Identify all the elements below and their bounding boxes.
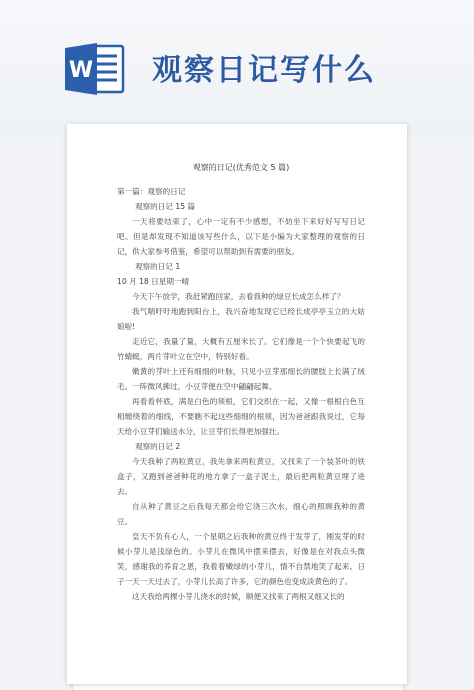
header-banner (0, 0, 474, 135)
document-paragraph: 走近它，我量了量，大概有五厘米长了。它们像是一个个快要起飞的竹蜻蜓，两片芽叶立在空中，特别好看。 (117, 337, 365, 361)
document-paragraph: 皇天不负有心人，一个星期之后我种的黄豆终于发芽了，刚发芽的时候小芽儿是浅绿色的。小芽儿在微风中摆来摆去，好像是在对我点头微笑，感谢我的养育之恩，我看着嫩绿的小芽儿，情不自禁地笑了起来。日子一天一天过去了，小芽儿长高了许多，它的颜色也变成淡黄色的了。 (117, 532, 365, 586)
document-paragraph: 我气喘吁吁地跑到阳台上，我兴奋地发现它已经长成亭亭玉立的大姑娘啦! (117, 307, 365, 331)
document-paragraph: 今天下午放学，我赶紧跑回家，去看我种的绿豆长成怎么样了？ (132, 292, 345, 301)
document-body (117, 160, 365, 604)
document-paragraph: 再看看杯底，满是白色的须根，它们交织在一起，又像一根根白色互相缠绕着的细线，不要瞧不起这些细细的根须，因为爸爸跟我说过，它每天给小豆芽们输送水分，让豆芽们长得更加强壮。 (117, 397, 365, 436)
document-paragraph: 观察的日记 2 (135, 442, 181, 451)
document-paragraph: 嫩黄的芽叶上还有细细的叶脉，只见小豆芽那细长的腰肢上长满了绒毛。一阵微风拂过，小豆芽便在空中翩翩起舞。 (117, 367, 365, 391)
document-paragraph: 自从种了黄豆之后我每天都会给它浇三次水，细心的照顾我种的黄豆。 (117, 502, 365, 526)
document-paragraph: 观察的日记 1 (135, 262, 181, 271)
document-paragraph: 观察的日记 15 篇 (135, 202, 196, 211)
document-paragraph: 今天我种了两粒黄豆，我先拿来两粒黄豆，又找来了一个装茶叶的铁盒子，又跑到爸爸种花的地方拿了一盒子泥土，最后把两粒黄豆埋了进去。 (117, 457, 365, 496)
document-title: 观察的日记(优秀范文 5 篇) (192, 163, 290, 172)
document-page (67, 124, 407, 684)
word-icon (63, 40, 127, 98)
banner-title: 观察日记写什么 (152, 53, 376, 88)
document-paragraph: 这天我给两棵小芽儿浇水的时候，顺便又找来了两根又细又长的 (132, 592, 345, 601)
word-icon-letter: W (68, 58, 94, 83)
document-paragraphs (117, 184, 365, 604)
document-paragraph: 一天将要结束了，心中一定有不少感想，不妨坐下来好好写写日记吧。但是却发现不知道该写些什么，以下是小编为大家整理的观察的日记，供大家参考借鉴，希望可以帮助到有需要的朋友。 (117, 217, 365, 256)
document-paragraph: 第一篇：观察的日记 (117, 187, 186, 196)
document-paragraph: 10 月 18 日星期一晴 (117, 277, 190, 286)
